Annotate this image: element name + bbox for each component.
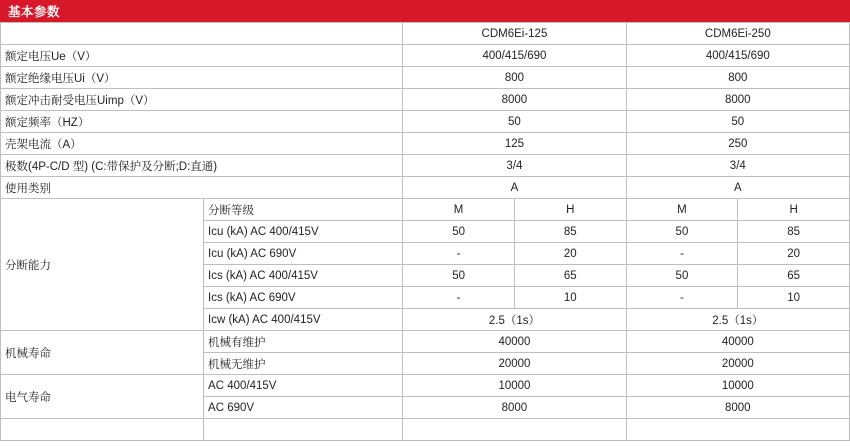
row-value-250: 250: [626, 133, 849, 155]
sub-label: 机械有维护: [204, 331, 403, 353]
row-value-250: 50: [626, 111, 849, 133]
cell-125-m: M: [403, 199, 515, 221]
cell-125: 20000: [403, 353, 626, 375]
row-label: 额定绝缘电压Ui（V）: [1, 67, 403, 89]
specification-table: [0, 22, 850, 441]
partial-cell: [1, 419, 204, 441]
row-label: 极数(4P-C/D 型) (C:带保护及分断;D:直通): [1, 155, 403, 177]
cell-125-h: H: [514, 199, 626, 221]
row-value-125: 125: [403, 133, 626, 155]
row-label: 壳架电流（A）: [1, 133, 403, 155]
cell-250-m: 50: [626, 265, 738, 287]
cell-250-h: 85: [738, 221, 850, 243]
row-value-250: 3/4: [626, 155, 849, 177]
cell-250-m: -: [626, 287, 738, 309]
cell-125: 10000: [403, 375, 626, 397]
cell-125: 8000: [403, 397, 626, 419]
cell-250-m: -: [626, 243, 738, 265]
cell-250: 40000: [626, 331, 849, 353]
cell-250-h: 65: [738, 265, 850, 287]
header-blank-cell: [1, 23, 403, 45]
sub-label: Icu (kA) AC 400/415V: [204, 221, 403, 243]
page-title: 基本参数: [8, 5, 61, 19]
row-label: 额定频率（HZ）: [1, 111, 403, 133]
cell-250-m: M: [626, 199, 738, 221]
cell-250: 20000: [626, 353, 849, 375]
row-label: 额定电压Ue（V）: [1, 45, 403, 67]
partial-cell: [403, 419, 626, 441]
cell-250: 8000: [626, 397, 849, 419]
row-value-125: 400/415/690: [403, 45, 626, 67]
row-value-125: 50: [403, 111, 626, 133]
table-row: [1, 133, 850, 155]
sub-label: Icu (kA) AC 690V: [204, 243, 403, 265]
header-model-125: CDM6Ei-125: [403, 23, 626, 45]
table-header-row: [1, 23, 850, 45]
cell-125: 40000: [403, 331, 626, 353]
cell-125-m: 50: [403, 265, 515, 287]
cell-125-h: 10: [514, 287, 626, 309]
table-row: [1, 67, 850, 89]
cell-125-h: 65: [514, 265, 626, 287]
sub-label: Icw (kA) AC 400/415V: [204, 309, 403, 331]
table-row: [1, 199, 850, 221]
section-title-bar: [0, 0, 850, 22]
sub-label: AC 690V: [204, 397, 403, 419]
cell-250-m: 50: [626, 221, 738, 243]
group-label-mechanical-life: 机械寿命: [1, 331, 204, 375]
partial-cell: [204, 419, 403, 441]
cell-250-h: H: [738, 199, 850, 221]
row-value-125: A: [403, 177, 626, 199]
table-row: [1, 375, 850, 397]
group-label-electrical-life: 电气寿命: [1, 375, 204, 419]
sub-label: Ics (kA) AC 690V: [204, 287, 403, 309]
cell-125-h: 20: [514, 243, 626, 265]
sub-label: Ics (kA) AC 400/415V: [204, 265, 403, 287]
cell-250: 10000: [626, 375, 849, 397]
cell-125-m: 50: [403, 221, 515, 243]
table-row: [1, 331, 850, 353]
cell-125-h: 85: [514, 221, 626, 243]
cell-125-m: -: [403, 287, 515, 309]
table-row: [1, 111, 850, 133]
row-value-125: 8000: [403, 89, 626, 111]
partial-cell: [626, 419, 849, 441]
cell-125: 2.5（1s）: [403, 309, 626, 331]
row-value-125: 3/4: [403, 155, 626, 177]
sub-label: 机械无维护: [204, 353, 403, 375]
row-value-250: A: [626, 177, 849, 199]
row-value-250: 800: [626, 67, 849, 89]
cell-125-m: -: [403, 243, 515, 265]
cell-250-h: 20: [738, 243, 850, 265]
row-value-250: 400/415/690: [626, 45, 849, 67]
table-row: [1, 89, 850, 111]
sub-label: AC 400/415V: [204, 375, 403, 397]
table-row: [1, 45, 850, 67]
row-value-250: 8000: [626, 89, 849, 111]
table-row-partial: [1, 419, 850, 441]
header-model-250: CDM6Ei-250: [626, 23, 849, 45]
row-label: 使用类别: [1, 177, 403, 199]
cell-250-h: 10: [738, 287, 850, 309]
table-row: [1, 177, 850, 199]
sub-label: 分断等级: [204, 199, 403, 221]
group-label-breaking-capacity: 分断能力: [1, 199, 204, 331]
row-value-125: 800: [403, 67, 626, 89]
row-label: 额定冲击耐受电压Uimp（V）: [1, 89, 403, 111]
table-row: [1, 155, 850, 177]
cell-250: 2.5（1s）: [626, 309, 849, 331]
